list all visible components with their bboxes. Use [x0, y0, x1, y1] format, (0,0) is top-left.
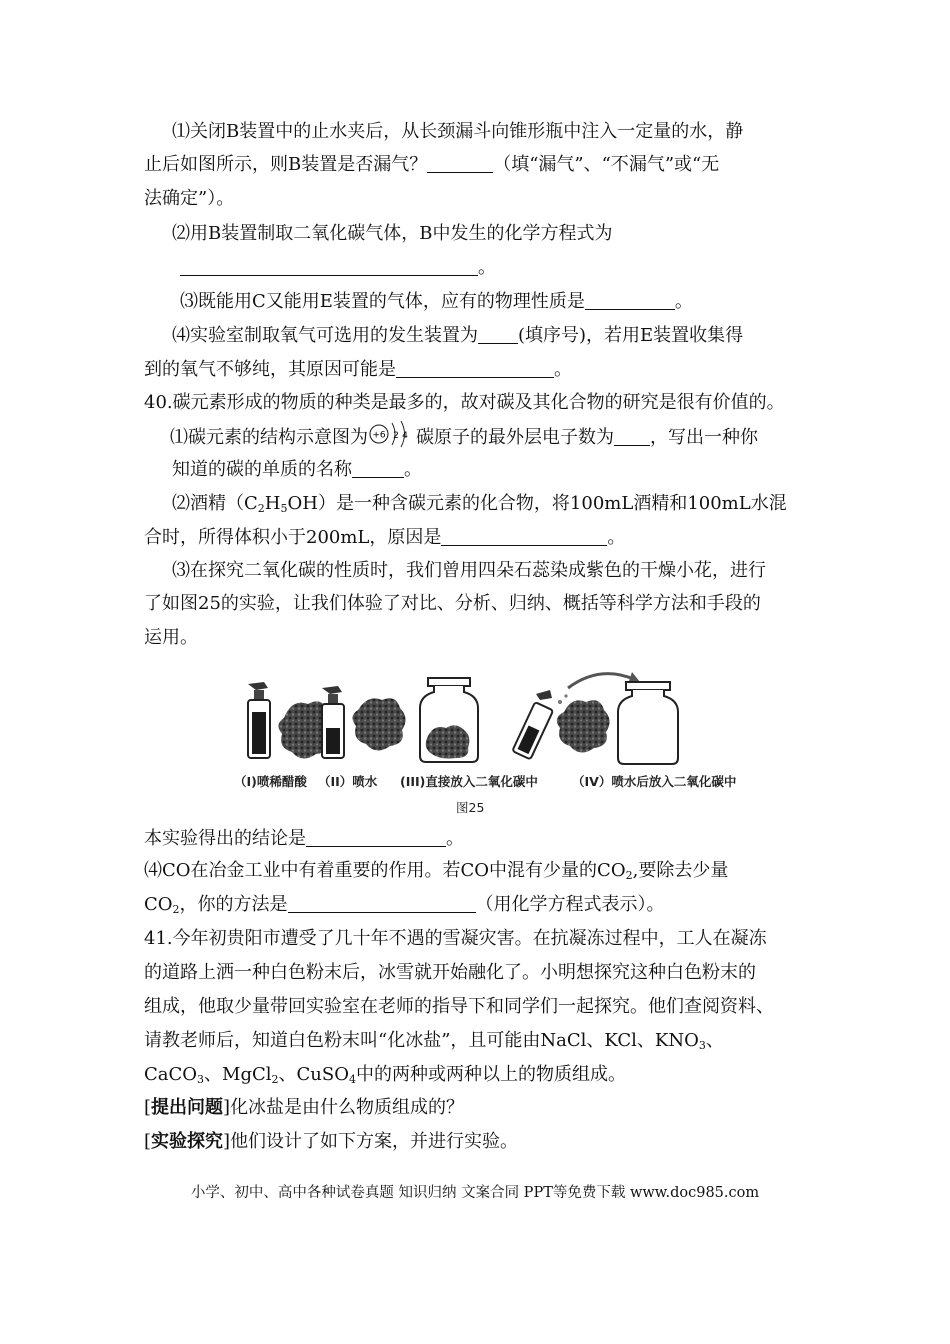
q40-conclusion-blank[interactable] [306, 826, 446, 847]
q39-part4-text-b: (填序号)，若用E装置收集得 [518, 325, 744, 346]
q40-part4-sub: 2 [625, 869, 633, 882]
q41-text-5b: 、MgCl [204, 1064, 272, 1085]
q41-exp-tag: 实验探究 [151, 1131, 224, 1152]
q41-ask-text: 化冰盐是由什么物质组成的？ [230, 1097, 465, 1118]
q39-part1-answer-blank[interactable] [427, 152, 493, 173]
q40-part4-sub2: 2 [172, 903, 180, 916]
q41-line1 [144, 926, 767, 952]
q41-line4 [144, 1028, 724, 1054]
q39-part2-end: 。 [478, 257, 496, 278]
q39-part2-line1 [172, 221, 612, 247]
q40-part2-text-a: ⑵酒精（C [172, 493, 258, 514]
q40-conclusion-text: 本实验得出的结论是 [144, 828, 306, 849]
q40-intro [144, 390, 785, 416]
q39-part1-text-c: （填“漏气”、“不漏气”或“无 [493, 154, 720, 175]
q39-part3-line [180, 289, 693, 315]
atom-shell2-electrons: 4 [402, 431, 408, 441]
q40-part4-line1 [144, 858, 728, 884]
q39-part4-line2 [144, 357, 572, 383]
q39-part3-end: 。 [674, 291, 693, 312]
q40-part4-line2 [144, 892, 665, 918]
q40-part2-sub2: 5 [280, 502, 288, 515]
q40-part3-line3 [144, 625, 198, 651]
q40-intro-text: 40.碳元素形成的物质的种类是最多的，故对碳及其化合物的研究是很有价值的。 [144, 392, 785, 413]
q40-part3-text-a: ⑶在探究二氧化碳的性质时，我们曾用四朵石蕊染成紫色的干燥小花，进行 [172, 560, 766, 581]
q41-bracket-close-1: ] [223, 1097, 231, 1118]
q39-part4-device-blank[interactable] [478, 323, 518, 344]
q41-bracket-open-1: [ [144, 1097, 152, 1118]
q39-part4-line1 [172, 323, 743, 349]
figure-caption-3: (III)直接放入二氧化碳中 [400, 774, 538, 789]
q41-bracket-close-2: ] [223, 1131, 231, 1152]
spray-bottle-acid [248, 682, 270, 758]
figure-caption-2: （II）喷水 [318, 774, 378, 789]
flower-4 [557, 694, 610, 752]
q40-part4-text-a: ⑷CO在冶金工业中有着重要的作用。若CO中混有少量的CO [144, 860, 626, 881]
carbon-atom-diagram [368, 423, 416, 449]
atom-shell1-electrons: 2 [393, 431, 399, 441]
q41-bracket-open-2: [ [144, 1131, 152, 1152]
q40-part2-line2 [144, 525, 625, 551]
q40-conclusion-line [144, 826, 464, 852]
q40-part1-text-d: 知道的碳的单质的名称 [172, 459, 352, 480]
q40-part3-text-c: 运用。 [144, 627, 198, 648]
q39-part1-line2 [144, 152, 719, 178]
q39-part4-text-c: 到的氧气不够纯，其原因可能是 [144, 359, 396, 380]
flower-2 [352, 698, 405, 750]
q41-question-line [144, 1095, 464, 1121]
q40-part4-text-e: （用化学方程式表示）。 [475, 894, 665, 915]
page-footer: 小学、初中、高中各种试卷真题 知识归纳 文案合同 PPT等免费下载 www.doc985.com [190, 1185, 760, 1201]
q40-part1-end: 。 [404, 459, 422, 480]
q41-text-4b: 、 [705, 1030, 724, 1051]
q40-part2-text-b: H [264, 493, 281, 514]
q40-part2-text-c: OH）是一种含碳元素的化合物，将100mL酒精和100mL水混 [287, 493, 787, 514]
q40-part1-text-c: ，写出一种你 [650, 427, 758, 448]
q41-ask-tag: 提出问题 [151, 1097, 224, 1118]
figure-25-illustration [234, 668, 754, 826]
q41-text-2: 的道路上洒一种白色粉末后，冰雪就开始融化了。小明想探究这种白色粉末的 [144, 962, 756, 983]
q39-part1-line1 [172, 119, 743, 145]
q40-part4-equation-blank[interactable] [288, 892, 476, 913]
q40-part3-line2 [144, 591, 761, 617]
q41-sub-5b: 2 [271, 1073, 279, 1086]
q40-part3-text-b: 了如图25的实验，让我们体验了对比、分析、归纳、概括等科学方法和手段的 [144, 593, 761, 614]
q40-part1-line1 [170, 423, 758, 451]
q40-part2-end: 。 [607, 527, 626, 548]
figure-25 [234, 668, 754, 826]
q41-line5 [144, 1062, 626, 1088]
q39-part4-reason-blank[interactable] [396, 357, 554, 378]
q40-part1-text-a: ⑴碳元素的结构示意图为 [170, 427, 368, 448]
q40-part2-reason-blank[interactable] [441, 525, 607, 546]
q39-part1-line3 [144, 186, 234, 212]
q40-part2-sub1: 2 [257, 502, 265, 515]
q41-sub-5a: 3 [197, 1073, 205, 1086]
q41-line2 [144, 960, 756, 986]
q39-part2-line2 [180, 255, 496, 281]
q40-part1-element-blank[interactable] [352, 457, 404, 478]
q41-text-4a: 请教老师后，知道白色粉末叫“化冰盐”，且可能由NaCl、KCl、KNO [144, 1030, 699, 1051]
q41-sub-5c: 4 [348, 1073, 356, 1086]
q41-text-1: 41.今年初贵阳市遭受了几十年不遇的雪凝灾害。在抗凝冻过程中，工人在凝冻 [144, 928, 767, 949]
figure-title: 图25 [456, 800, 485, 815]
q40-conclusion-end: 。 [446, 828, 464, 849]
q39-part2-equation-blank[interactable] [180, 255, 478, 276]
q40-part2-line1 [172, 491, 787, 517]
q41-text-5c: 、CuSO [278, 1064, 349, 1085]
figure-caption-1: （I)喷稀醋酸 [234, 774, 307, 789]
q39-part2-text: ⑵用B装置制取二氧化碳气体，B中发生的化学方程式为 [172, 223, 613, 244]
q39-part4-end: 。 [554, 359, 572, 380]
co2-jar-after-spray [618, 682, 678, 764]
q41-sub-4: 3 [698, 1039, 706, 1052]
atom-nucleus-label: +6 [372, 430, 386, 441]
spray-bottle-water [322, 686, 344, 758]
q41-text-5a: CaCO [144, 1064, 198, 1085]
q41-line3 [144, 994, 774, 1020]
figure-caption-4: （IV）喷水后放入二氧化碳中 [572, 774, 737, 789]
q40-part4-text-d: ，你的方法是 [179, 894, 288, 915]
q41-text-5d: 中的两种或两种以上的物质组成。 [355, 1064, 626, 1085]
q40-part3-line1 [172, 558, 766, 584]
q39-part1-text-d: 法确定”）。 [144, 188, 235, 209]
q41-exp-text: 他们设计了如下方案，并进行实验。 [230, 1131, 519, 1152]
q39-part1-text-b: 止后如图所示，则B装置是否漏气？ [144, 154, 428, 175]
q39-part3-text: ⑶既能用C又能用E装置的气体，应有的物理性质是 [180, 291, 585, 312]
q40-part1-line2 [172, 457, 422, 483]
spray-bottle-iv [512, 690, 553, 759]
q40-part2-text-d: 合时，所得体积小于200mL，原因是 [144, 527, 442, 548]
q39-part4-text-a: ⑷实验室制取氧气可选用的发生装置为 [172, 325, 478, 346]
q41-experiment-line [144, 1129, 518, 1155]
q41-text-3: 组成，他取少量带回实验室在老师的指导下和同学们一起探究。他们查阅资料、 [144, 996, 774, 1017]
q40-part1-text-b: 碳原子的最外层电子数为 [416, 427, 614, 448]
q39-part1-text-a: ⑴关闭B装置中的止水夹后，从长颈漏斗向锥形瓶中注入一定量的水，静 [172, 121, 744, 142]
q40-part4-text-b: ,要除去少量 [632, 860, 729, 881]
q40-part1-electrons-blank[interactable] [614, 425, 650, 446]
q40-part4-text-c: CO [144, 894, 173, 915]
co2-jar-direct [420, 678, 478, 762]
q39-part3-answer-blank[interactable] [585, 289, 675, 310]
